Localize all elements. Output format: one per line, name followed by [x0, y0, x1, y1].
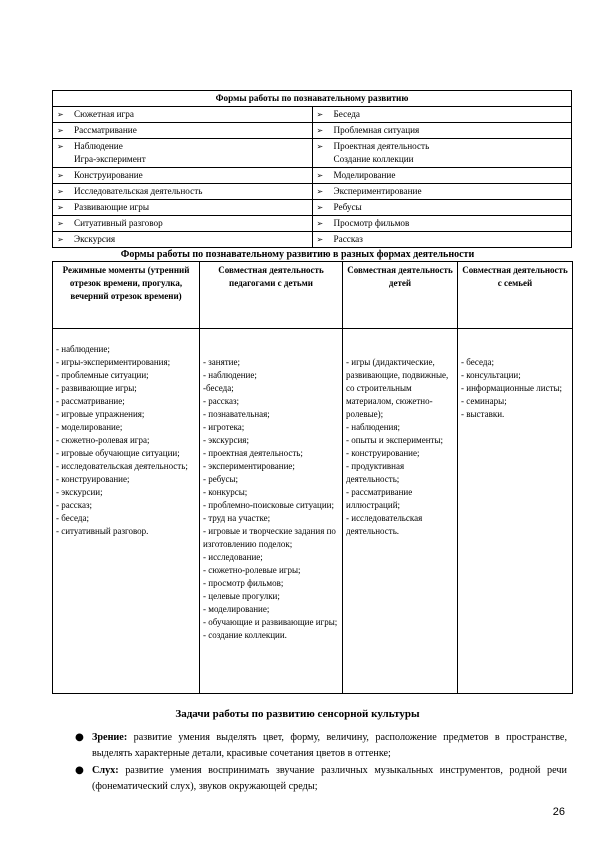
forms-table-cell: [53, 123, 313, 139]
sensory-task-list: [75, 730, 567, 796]
forms-table-row: [53, 168, 572, 184]
arrow-check-bullet-icon: ➢: [316, 126, 324, 135]
forms-table-cell: [312, 139, 572, 168]
form-item-label: Проблемная ситуация: [333, 125, 420, 135]
form-item-label: Беседа: [333, 109, 360, 119]
form-item-label: Исследовательская деятельность: [74, 186, 203, 196]
form-item: [57, 185, 308, 198]
form-item: [317, 153, 568, 166]
form-item: [317, 124, 568, 137]
arrow-check-bullet-icon: ➢: [316, 171, 324, 180]
activity-forms-table: [52, 261, 573, 694]
form-item: [57, 169, 308, 182]
forms-table-cell: [312, 200, 572, 216]
task-text: развитие умения воспринимать звучание различных музыкальных инструментов, родной речи (фонематический слух), звуков окружающей среды;: [92, 765, 567, 792]
activity-forms-heading: Формы работы по познавательному развитию в разных формах деятельности: [120, 249, 475, 260]
forms-table-cell: [53, 139, 313, 168]
arrow-check-bullet-icon: ➢: [57, 203, 64, 212]
forms-table-row: [53, 107, 572, 123]
form-item-label: Сюжетная игра: [74, 109, 134, 119]
arrow-check-bullet-icon: ➢: [57, 171, 64, 180]
forms-table-cell: [53, 168, 313, 184]
task-item-hearing: [75, 763, 567, 795]
forms-table-cell: [312, 216, 572, 232]
filled-circle-bullet-icon: ●: [75, 765, 84, 776]
column-header-family: Совместная деятельность с семьей: [458, 262, 573, 329]
form-item: [317, 233, 568, 246]
form-item-label: Просмотр фильмов: [333, 218, 410, 228]
form-item: [317, 201, 568, 214]
arrow-check-bullet-icon: ➢: [57, 235, 64, 244]
arrow-check-bullet-icon: ➢: [57, 219, 64, 228]
form-item-label: Игра-эксперимент: [74, 154, 146, 164]
form-item: [57, 201, 308, 214]
forms-table-row: [53, 232, 572, 248]
form-item-label: Ситуативный разговор: [74, 218, 163, 228]
arrow-check-bullet-icon: ➢: [57, 187, 64, 196]
column-header-children: Совместная деятельность детей: [343, 262, 458, 329]
column-header-teacher-children: Совместная деятельность педагогами с детьми: [200, 262, 343, 329]
forms-table-cell: [312, 184, 572, 200]
cell-teacher-children: - занятие; - наблюдение; -беседа; - рассказ; - познавательная; - игротека; - экскурсия; - проектная деятельность; - экспериментирование; - ребусы; - конкурсы; - проблемно-поисковые ситуации; - труд на участке; - игровые и творческие задания по изготовлению поделок; - исследование; - сюжетно-ролевые игры; - просмотр фильмов; - целевые прогулки; - моделирование; - обучающие и развивающие игры; - создание коллекции.: [200, 329, 343, 694]
arrow-check-bullet-icon: ➢: [57, 126, 64, 135]
form-item-label: Рассказ: [333, 234, 363, 244]
form-item: [57, 140, 308, 153]
form-item: [317, 169, 568, 182]
forms-table-cell: [53, 232, 313, 248]
form-item-label: Рассматривание: [74, 125, 137, 135]
arrow-check-bullet-icon: ➢: [57, 142, 64, 151]
form-item-label: Конструирование: [74, 170, 143, 180]
form-item-label: Развивающие игры: [74, 202, 150, 212]
forms-table-row: [53, 184, 572, 200]
arrow-check-bullet-icon: ➢: [316, 142, 324, 151]
forms-table-row: [53, 200, 572, 216]
task-term: Слух:: [92, 765, 119, 776]
form-item: [57, 217, 308, 230]
arrow-check-bullet-icon: ➢: [316, 187, 324, 196]
cell-routine: - наблюдение; - игры-экспериментирования; - проблемные ситуации; - развивающие игры; - рассматривание; - игровые упражнения; - моделирование; - сюжетно-ролевая игра; - игровые обучающие ситуации; - исследовательская деятельность; - конструирование; - экскурсии; - рассказ; - беседа; - ситуативный разговор.: [53, 329, 200, 694]
forms-table-cell: [53, 184, 313, 200]
arrow-check-bullet-icon: ➢: [316, 203, 324, 212]
form-item: [317, 108, 568, 121]
forms-table-cell: [312, 107, 572, 123]
forms-table-row: [53, 123, 572, 139]
form-item: [57, 108, 308, 121]
page-number: 26: [552, 806, 565, 818]
form-item: [57, 153, 308, 166]
form-item-label: Проектная деятельность: [333, 141, 430, 151]
forms-table-cell: [53, 107, 313, 123]
form-item-label: Наблюдение: [74, 141, 123, 151]
form-item: [317, 185, 568, 198]
forms-table-row: [53, 216, 572, 232]
forms-table-cell: [53, 200, 313, 216]
form-item-label: Ребусы: [333, 202, 362, 212]
forms-table-cell: [312, 232, 572, 248]
column-header-routine: Режимные моменты (утренний отрезок времени, прогулка, вечерний отрезок времени): [53, 262, 200, 329]
form-item: [57, 233, 308, 246]
arrow-check-bullet-icon: ➢: [57, 110, 64, 119]
form-item-label: Экспериментирование: [333, 186, 422, 196]
arrow-check-bullet-icon: ➢: [316, 110, 324, 119]
forms-table-title: Формы работы по познавательному развитию: [53, 91, 572, 107]
form-item: [317, 140, 568, 153]
form-item-label: Создание коллекции: [333, 154, 414, 164]
filled-circle-bullet-icon: ●: [75, 732, 84, 743]
cell-family: - беседа; - консультации; - информационные листы; - семинары; - выставки.: [458, 329, 573, 694]
forms-table-cell: [312, 168, 572, 184]
forms-table: [52, 90, 572, 248]
cell-children: - игры (дидактические, развивающие, подвижные, со строительным материалом, сюжетно-ролевые); - наблюдения; - опыты и эксперименты; - конструирование; - продуктивная деятельность; - рассматривание иллюстраций; - исследовательская деятельность.: [343, 329, 458, 694]
forms-table-cell: [53, 216, 313, 232]
forms-table-row: [53, 139, 572, 168]
form-item: [57, 124, 308, 137]
task-item-vision: [75, 730, 567, 762]
form-item-label: Моделирование: [333, 170, 396, 180]
forms-table-cell: [312, 123, 572, 139]
arrow-check-bullet-icon: ➢: [316, 235, 324, 244]
form-item: [317, 217, 568, 230]
task-text: развитие умения выделять цвет, форму, величину, расположение предметов в пространстве, выделять характерные детали, красивые сочетания цветов в оттенке;: [92, 732, 567, 759]
sensory-tasks-heading: Задачи работы по развитию сенсорной культуры: [175, 708, 420, 720]
arrow-check-bullet-icon: ➢: [316, 219, 324, 228]
form-item-label: Экскурсия: [74, 234, 116, 244]
task-term: Зрение:: [92, 732, 128, 743]
